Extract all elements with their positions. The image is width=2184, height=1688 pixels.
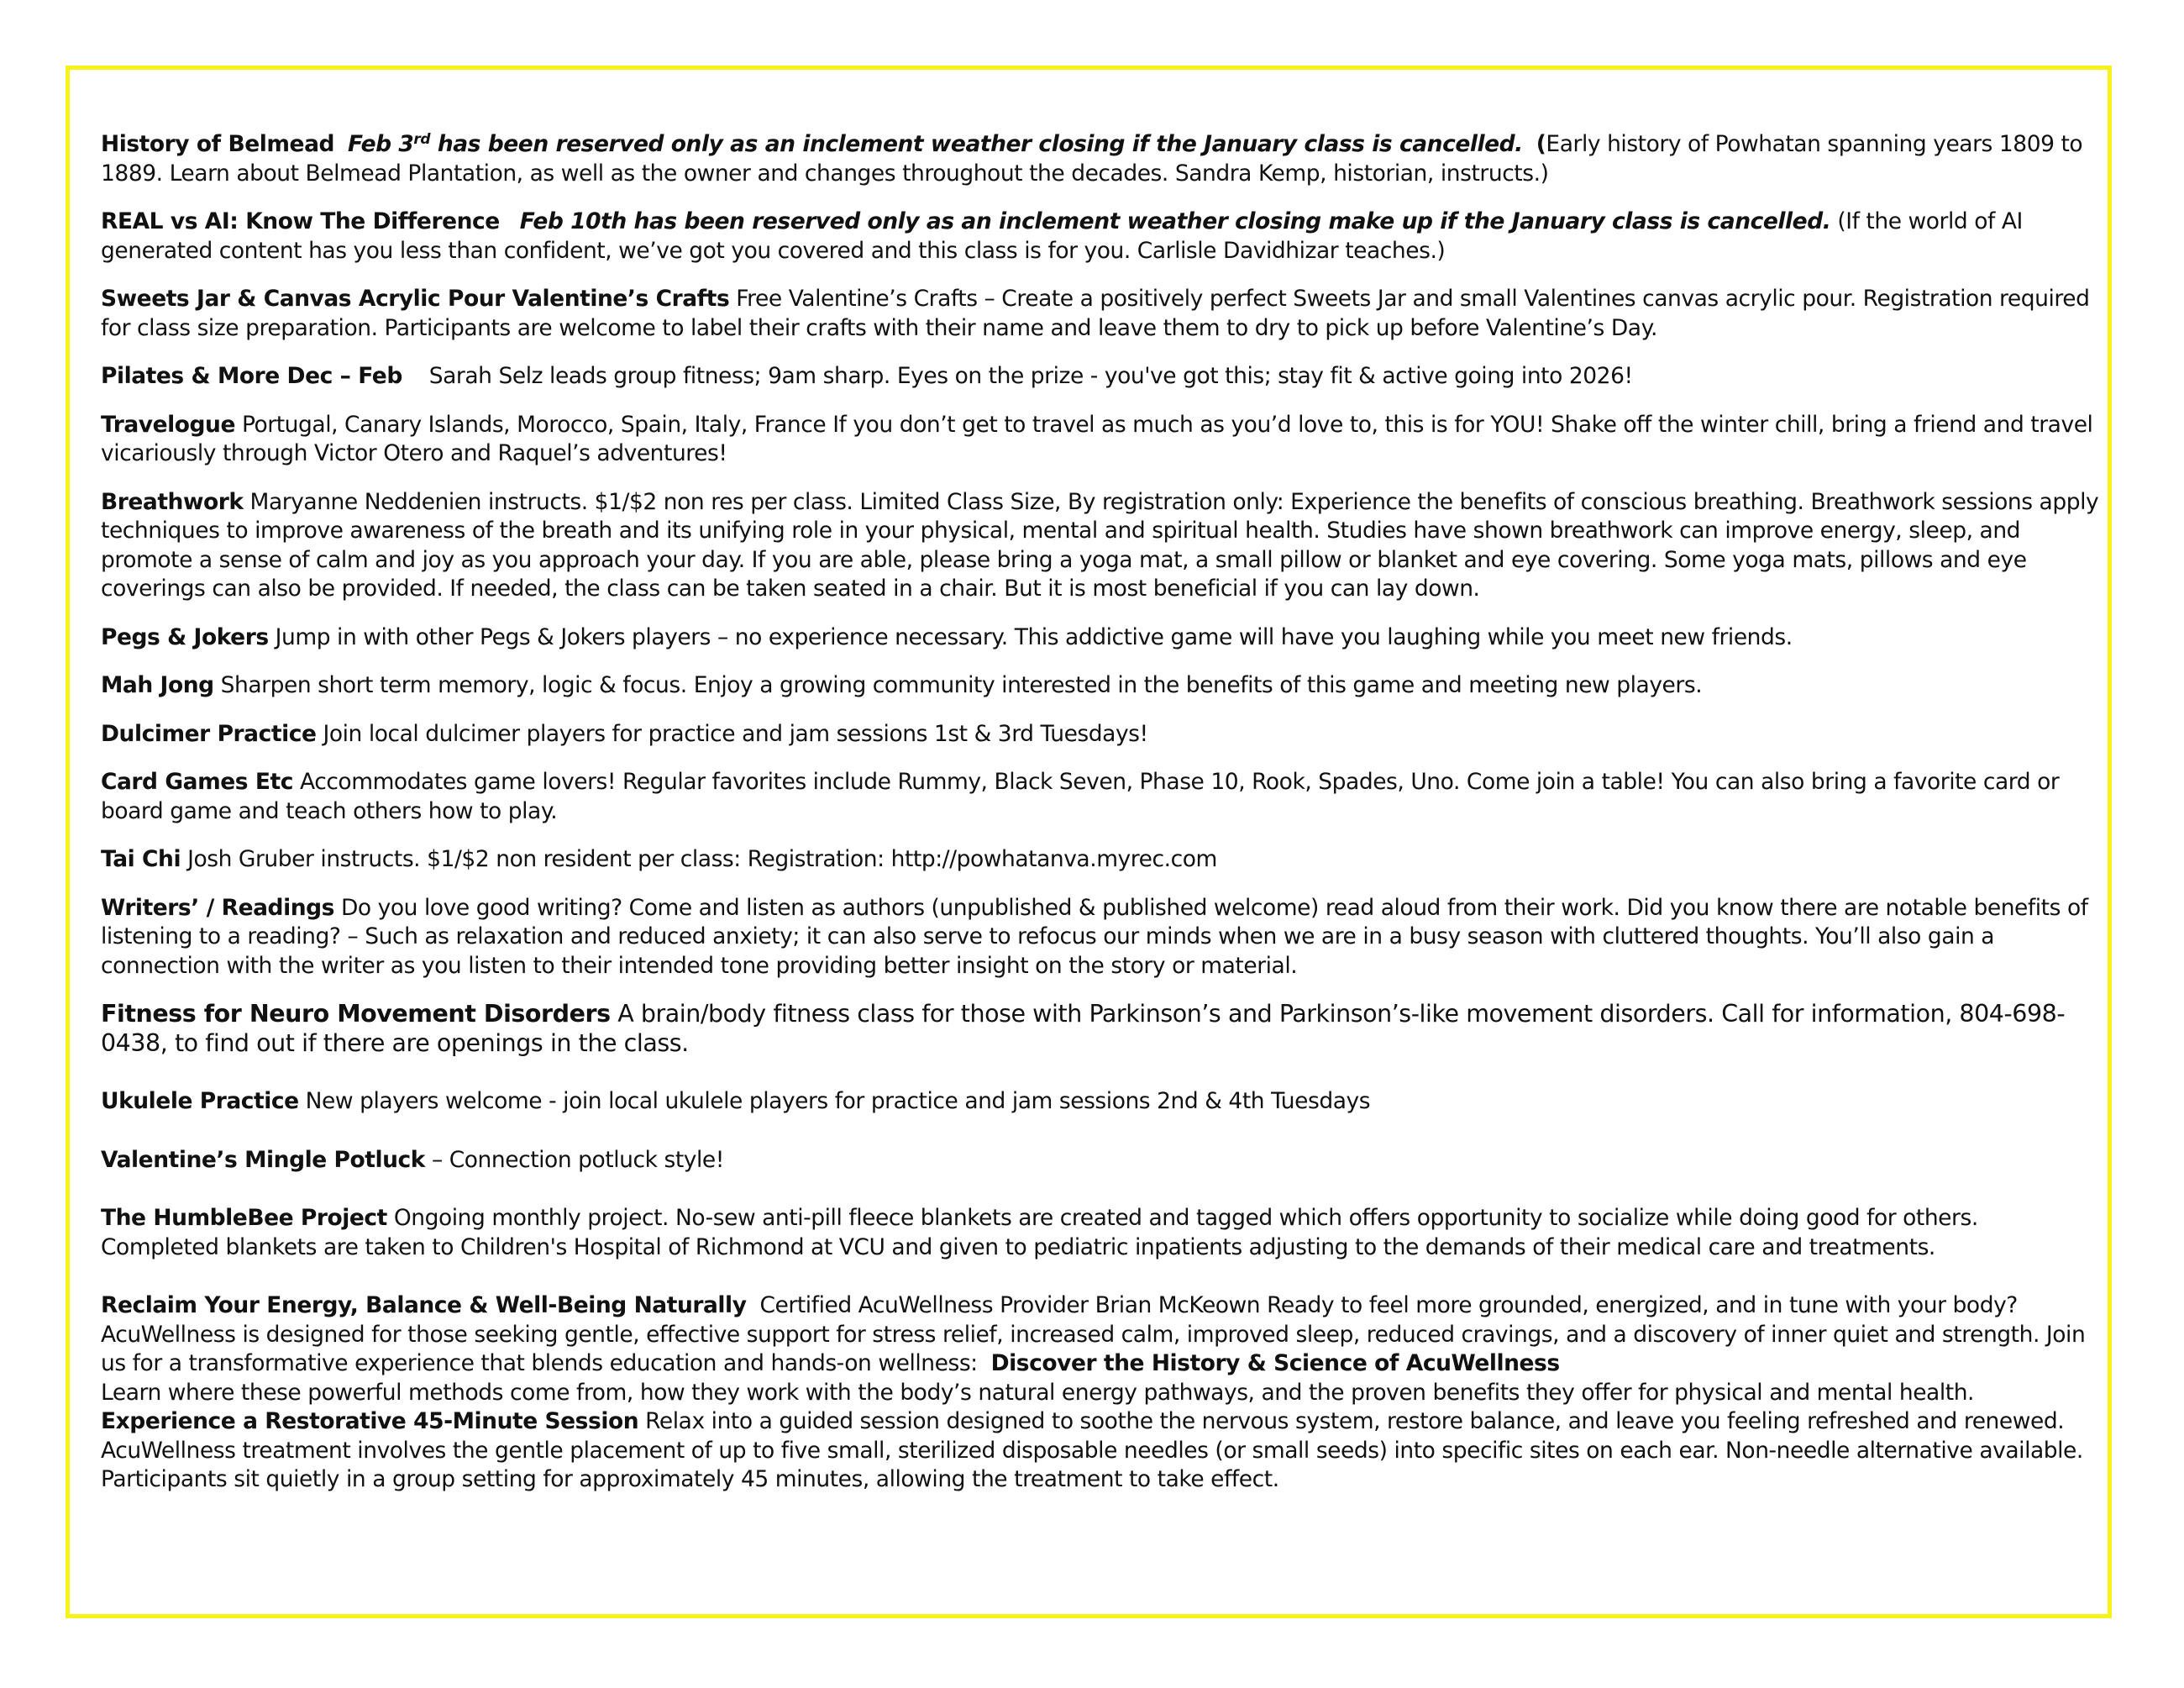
note-text: has been reserved only as an inclement weather closing if the January class is cancelled. (430, 131, 1523, 157)
subheading-history-science: Discover the History & Science of AcuWellness (990, 1350, 1560, 1376)
entry-valentines-potluck (101, 1146, 2100, 1175)
entry-description: Accommodates game lovers! Regular favorites include Rummy, Black Seven, Phase 10, Rook, Spades, Uno. Come join a table! You can also bring a favorite card or board game and teach others how to play. (101, 769, 2060, 824)
entry-title: Reclaim Your Energy, Balance & Well-Being Naturally (101, 1292, 747, 1318)
entry-description: Do you love good writing? Come and listen as authors (unpublished & published welcome) read aloud from their work. Did you know there are notable benefits of listening to a reading? – Such as relaxation and reduced anxiety; it can also serve to refocus our minds when we are in a busy season with cluttered thoughts. You’ll also gain a connection with the writer as you listen to their intended tone providing better insight on the story or material. (101, 894, 2088, 979)
entry-description: – Connection potluck style! (431, 1146, 724, 1173)
entry-card-games (101, 768, 2100, 826)
entry-description: (If the world of AI generated content has you less than confident, we’ve got you covered and this class is for you. Carlisle Davidhizar teaches.) (101, 208, 2023, 264)
entry-title: Breathwork (101, 488, 244, 515)
entry-description: Sarah Selz leads group fitness; 9am sharp. Eyes on the prize - you've got this; stay fit & active going into 2026! (428, 363, 1633, 389)
entry-real-vs-ai (101, 208, 2100, 266)
subheading-restorative-session: Experience a Restorative 45-Minute Session (101, 1408, 639, 1434)
entry-history-of-belmead (101, 130, 2100, 188)
entry-description: New players welcome - join local ukulele players for practice and jam sessions 2nd & 4th Tuesdays (305, 1088, 1371, 1114)
entry-title: Card Games Etc (101, 769, 293, 795)
entry-tai-chi (101, 845, 2100, 875)
entry-title: The HumbleBee Project (101, 1205, 387, 1231)
entry-description: Josh Gruber instructs. $1/$2 non resident per class: Registration: http://powhatanva.myrec.com (187, 846, 1217, 872)
entry-title: Dulcimer Practice (101, 720, 317, 747)
entry-sweets-jar (101, 285, 2100, 343)
entry-title: Sweets Jar & Canvas Acrylic Pour Valentine’s Crafts (101, 286, 730, 312)
inclement-weather-note: Feb 10th has been reserved only as an inclement weather closing make up if the January class is cancelled. (519, 208, 1831, 234)
entry-description: A brain/body fitness class for those with Parkinson’s and Parkinson’s-like movement disorders. Call for information, 804-698-0438, to find out if there are openings in the class. (101, 1000, 2066, 1057)
entry-title: Mah Jong (101, 672, 214, 698)
date-ordinal: rd (413, 131, 431, 148)
entry-title: Ukulele Practice (101, 1088, 299, 1114)
class-descriptions (101, 130, 2100, 1514)
entry-description: Maryanne Neddenien instructs. $1/$2 non res per class. Limited Class Size, By registration only: Experience the benefits of conscious breathing. Breathwork sessions apply techniques to improve awareness of the breath and its unifying role in your physical, mental and spiritual health. Studies have shown breathwork can improve energy, sleep, and promote a sense of calm and joy as you approach your day. If you are able, please bring a yoga mat, a small pillow or blanket and eye covering. Some yoga mats, pillows and eye coverings can also be provided. If needed, the class can be taken seated in a chair. But it is most beneficial if you can lay down. (101, 488, 2099, 602)
entry-reclaim-energy (101, 1291, 2100, 1495)
entry-title: Valentine’s Mingle Potluck (101, 1146, 425, 1173)
entry-pegs-and-jokers (101, 623, 2100, 653)
entry-neuro-fitness (101, 1000, 2100, 1058)
entry-description: Ongoing monthly project. No-sew anti-pill fleece blankets are created and tagged which offers opportunity to socialize while doing good for others. Completed blankets are taken to Children's Hospital of Richmond at VCU and given to pediatric inpatients adjusting to the demands of their medical care and treatments. (101, 1205, 1978, 1260)
entry-description: Free Valentine’s Crafts – Create a positively perfect Sweets Jar and small Valentines canvas acrylic pour. Registration required for class size preparation. Participants are welcome to label their crafts with their name and leave them to dry to pick up before Valentine’s Day. (101, 286, 2090, 341)
inclement-weather-note (348, 131, 1523, 157)
entry-description: Sharpen short term memory, logic & focus. Enjoy a growing community interested in the benefits of this game and meeting new players. (220, 672, 1703, 698)
entry-title: Travelogue (101, 411, 235, 438)
open-paren: ( (1536, 131, 1546, 157)
entry-mah-jong (101, 671, 2100, 701)
entry-title: Writers’ / Readings (101, 894, 334, 921)
entry-title: REAL vs AI: Know The Difference (101, 208, 500, 234)
entry-description: Early history of Powhatan spanning years 1809 to 1889. Learn about Belmead Plantation, as well as the owner and changes throughout the decades. Sandra Kemp, historian, instructs.) (101, 131, 2083, 187)
entry-travelogue (101, 411, 2100, 469)
entry-description: Certified AcuWellness Provider Brian McKeown Ready to feel more grounded, energized, and in tune with your body? AcuWellness is designed for those seeking gentle, effective support for stress relief, increased calm, improved sleep, reduced cravings, and a discovery of inner quiet and strength. Join us for a transformative experience that blends education and hands-on wellness: (101, 1292, 2086, 1376)
entry-description: Portugal, Canary Islands, Morocco, Spain, Italy, France If you don’t get to travel as much as you’d love to, this is for YOU! Shake off the winter chill, bring a friend and travel vicariously through Victor Otero and Raquel’s adventures! (101, 411, 2093, 466)
entry-title: Pegs & Jokers (101, 623, 269, 650)
entry-ukulele (101, 1087, 2100, 1117)
entry-description: Join local dulcimer players for practice and jam sessions 1st & 3rd Tuesdays! (323, 720, 1148, 747)
entry-humblebee-project (101, 1204, 2100, 1262)
entry-description-3: Relax into a guided session designed to soothe the nervous system, restore balance, and leave you feeling refreshed and renewed. AcuWellness treatment involves the gentle placement of up to five small, sterilized disposable needles (or small seeds) into specific sites on each ear. Non-needle alternative available. Participants sit quietly in a group setting for approximately 45 minutes, allowing the treatment to take effect. (101, 1408, 2083, 1492)
entry-pilates (101, 362, 2100, 392)
entry-writers-readings (101, 894, 2100, 981)
entry-description-2: Learn where these powerful methods come from, how they work with the body’s natural energy pathways, and the proven benefits they offer for physical and mental health. (101, 1379, 1975, 1406)
entry-title: Fitness for Neuro Movement Disorders (101, 1000, 611, 1028)
entry-title: History of Belmead (101, 131, 335, 157)
note-date: Feb 3 (347, 131, 414, 157)
entry-breathwork (101, 488, 2100, 604)
entry-title: Pilates & More Dec – Feb (101, 363, 402, 389)
entry-dulcimer (101, 720, 2100, 749)
entry-description: Jump in with other Pegs & Jokers players – no experience necessary. This addictive game will have you laughing while you meet new friends. (275, 623, 1793, 650)
entry-title: Tai Chi (101, 846, 181, 872)
